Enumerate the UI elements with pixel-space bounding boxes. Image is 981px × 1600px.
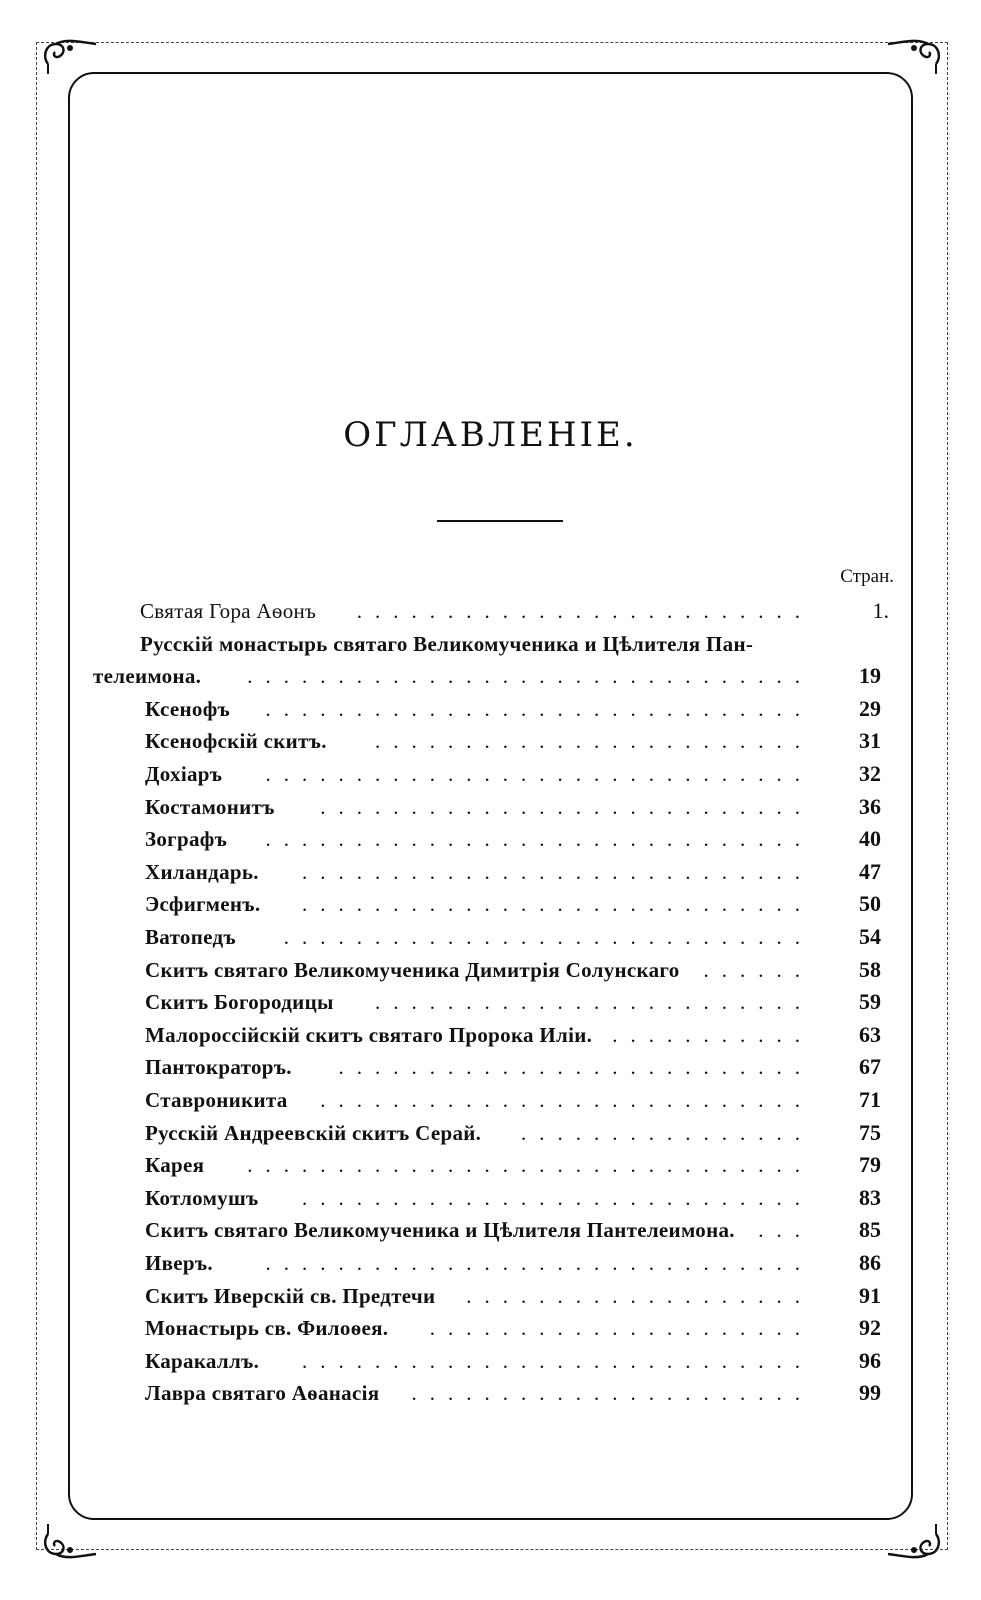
toc-entry-page: 31 xyxy=(859,728,881,754)
toc-entry xyxy=(0,856,981,888)
toc-entry xyxy=(0,823,981,855)
toc-entry-page: 59 xyxy=(859,989,881,1015)
toc-entry-title: Скитъ Иверскій св. Предтечи xyxy=(145,1283,436,1308)
toc-entry-title: Пантократоръ. xyxy=(145,1055,292,1080)
dot-leader: ............................... xyxy=(247,664,813,689)
toc-entry-title: Карея xyxy=(145,1153,205,1178)
toc-entry-title: Ватопедъ xyxy=(145,925,236,949)
toc-entry-page: 50 xyxy=(859,891,881,917)
toc-entry-title: Монастырь св. Филоѳея. xyxy=(145,1316,389,1341)
toc-entry-page: 79 xyxy=(859,1152,881,1178)
title-divider xyxy=(437,520,563,522)
toc-entry-title: Ставроникита xyxy=(145,1088,288,1112)
dot-leader: ..................... xyxy=(429,1316,813,1341)
toc-entry-title: Котломушъ xyxy=(145,1185,259,1210)
toc-entry-page: 58 xyxy=(859,956,881,982)
toc-entry-page: 47 xyxy=(859,858,881,884)
toc-entry-page: 91 xyxy=(859,1282,881,1308)
toc-entry-page: 96 xyxy=(859,1347,881,1373)
toc-entry xyxy=(0,921,981,953)
toc-entry-title: Дохіаръ xyxy=(145,762,223,786)
toc-entry-title: Иверъ. xyxy=(145,1251,213,1275)
toc-entry xyxy=(0,758,981,790)
toc-entry-page: 19 xyxy=(859,663,881,689)
toc-entry xyxy=(0,1051,981,1083)
dot-leader: ............................ xyxy=(302,1185,813,1210)
toc-entry-page: 36 xyxy=(859,793,881,819)
toc-entry-title: Малороссійскій скитъ святаго Пророка Иліи. xyxy=(145,1022,593,1047)
toc-entry-title: Скитъ Богородицы xyxy=(145,990,334,1015)
toc-entry-page: 67 xyxy=(859,1054,881,1080)
toc-entry xyxy=(0,1345,981,1377)
dot-leader: .............................. xyxy=(265,762,813,786)
dot-leader: .............................. xyxy=(265,696,813,721)
dot-leader: ............................ xyxy=(302,859,813,884)
dot-leader: ................ xyxy=(521,1120,813,1145)
dot-leader: ... xyxy=(758,1218,813,1243)
toc-entry-title: Хиландарь. xyxy=(145,859,259,884)
toc-entry xyxy=(0,1247,981,1279)
corner-ornament-icon xyxy=(40,1524,100,1564)
toc-entry-title: Зографъ xyxy=(145,827,228,852)
dot-leader: ................... xyxy=(466,1283,813,1308)
toc-entry-title: Ксенофъ xyxy=(145,696,231,721)
toc-entry-page: 75 xyxy=(859,1119,881,1145)
toc-entry xyxy=(0,1182,981,1214)
dot-leader: ........................ xyxy=(375,990,813,1015)
toc-entry xyxy=(0,1019,981,1051)
toc-entry-title: Русскій монастырь святаго Великомученика и Цѣлителя Пан- xyxy=(140,631,754,656)
toc-entry-page: 92 xyxy=(859,1315,881,1341)
dot-leader: ........................... xyxy=(320,1088,813,1112)
toc-entry-page: 83 xyxy=(859,1184,881,1210)
toc-entry xyxy=(0,954,981,986)
dot-leader: ........................ xyxy=(375,729,813,754)
toc-entry-title: Русскій Андреевскій скитъ Серай. xyxy=(145,1120,482,1145)
dot-leader: .............................. xyxy=(265,1251,813,1275)
toc-entry xyxy=(0,660,981,692)
toc-entry-title: Костамонитъ xyxy=(145,794,275,819)
corner-ornament-icon xyxy=(40,34,100,74)
toc-entry xyxy=(0,986,981,1018)
toc-entry-page: 99 xyxy=(859,1380,881,1406)
toc-entry xyxy=(0,628,981,660)
dot-leader: ...... xyxy=(703,957,813,982)
toc-entry xyxy=(0,791,981,823)
dot-leader: ...................... xyxy=(411,1381,813,1406)
page-title: ОГЛАВЛЕНІЕ. xyxy=(343,415,638,455)
toc-entry-title: Эсфигменъ. xyxy=(145,892,261,917)
toc-entry-page: 1. xyxy=(872,598,889,623)
toc-entry-page: 85 xyxy=(859,1217,881,1243)
dot-leader: .......................... xyxy=(338,1055,813,1080)
dot-leader: ........................... xyxy=(320,794,813,819)
dot-leader: ............................ xyxy=(302,892,813,917)
toc-entry xyxy=(0,1280,981,1312)
toc-entry-page: 32 xyxy=(859,761,881,786)
toc-entry-page: 86 xyxy=(859,1250,881,1275)
toc-entry xyxy=(0,1149,981,1181)
toc-entry xyxy=(0,693,981,725)
toc-entry-page: 40 xyxy=(859,826,881,852)
toc-entry-title: Лавра святаго Аѳанасія xyxy=(145,1381,380,1406)
toc-entry-page: 54 xyxy=(859,924,881,949)
dot-leader: ......................... xyxy=(356,599,813,623)
toc-entry-title: Скитъ святаго Великомученика Димитрія Солунскаго xyxy=(145,957,680,982)
corner-ornament-icon xyxy=(884,34,944,74)
pages-column-header: Стран. xyxy=(840,566,894,587)
toc-entry-title: Ксенофскій скитъ. xyxy=(145,729,327,754)
toc-entry xyxy=(0,888,981,920)
toc-entry-title: Святая Гора Аѳонъ xyxy=(140,599,317,623)
dot-leader: ............................... xyxy=(247,1153,813,1178)
toc-entry xyxy=(0,725,981,757)
toc-entry xyxy=(0,1117,981,1149)
toc-entry xyxy=(0,1312,981,1344)
toc-entry-title: Каракаллъ. xyxy=(145,1348,260,1373)
dot-leader: .............................. xyxy=(265,827,813,852)
dot-leader: ........... xyxy=(612,1022,813,1047)
dot-leader: ............................. xyxy=(283,925,813,949)
toc-entry-title: Скитъ святаго Великомученика и Цѣлителя Пантелеимона. xyxy=(145,1218,735,1243)
toc-entry-page: 29 xyxy=(859,695,881,721)
toc-entry xyxy=(0,1084,981,1116)
toc-entry xyxy=(0,1214,981,1246)
toc-entry xyxy=(0,1377,981,1409)
toc-entry-page: 63 xyxy=(859,1021,881,1047)
corner-ornament-icon xyxy=(884,1524,944,1564)
toc-entry-page: 71 xyxy=(859,1087,881,1112)
toc-entry xyxy=(0,595,981,627)
dot-leader: ............................ xyxy=(302,1348,813,1373)
toc-entry-title: телеимона. xyxy=(93,664,202,689)
